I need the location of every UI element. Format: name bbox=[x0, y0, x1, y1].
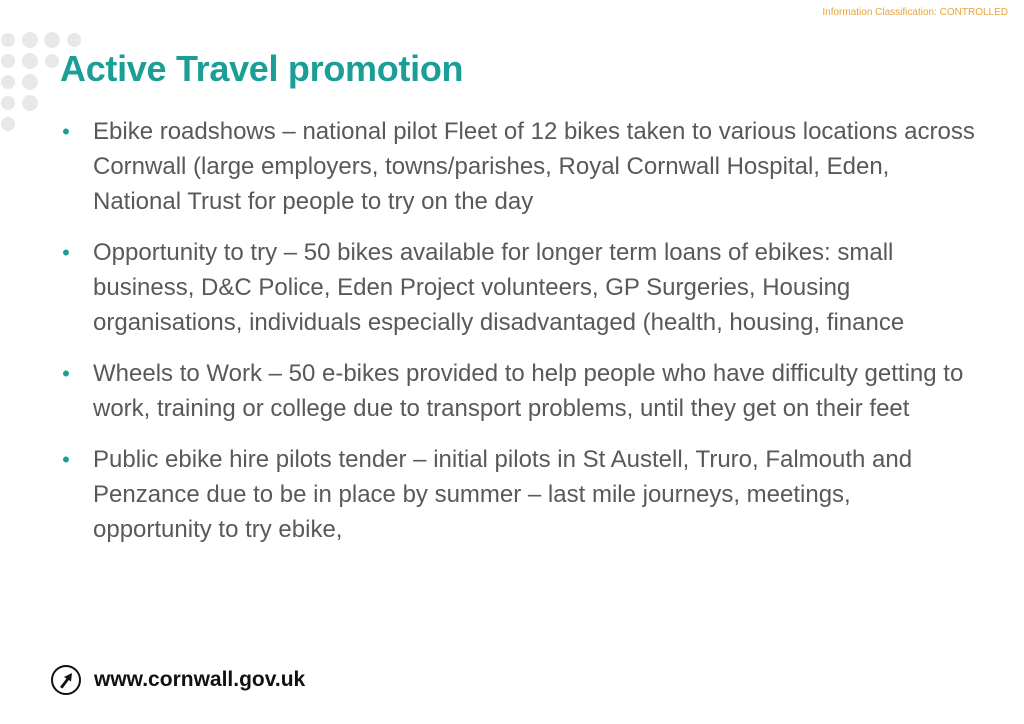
website-link[interactable]: www.cornwall.gov.uk bbox=[94, 668, 306, 691]
slide-title: Active Travel promotion bbox=[60, 48, 464, 89]
bullet-item bbox=[56, 114, 976, 219]
bullet-dot-icon: • bbox=[62, 240, 70, 265]
classification-label: Information Classification: CONTROLLED bbox=[822, 7, 1008, 18]
bullet-dot-icon: • bbox=[62, 361, 70, 386]
bullet-text: Opportunity to try – 50 bikes available for longer term loans of ebikes: small business, D&C Police, Eden Project volunteers, GP Surgeries, Housing organisations, individuals especially disadvantaged (health, housing, finance bbox=[93, 239, 905, 336]
bullet-item bbox=[56, 356, 976, 426]
cornwall-council-logo-icon bbox=[50, 664, 82, 696]
bullet-list bbox=[56, 114, 976, 563]
bullet-text: Wheels to Work – 50 e-bikes provided to help people who have difficulty getting to work, training or college due to transport problems, until they get on their feet bbox=[93, 360, 964, 422]
bullet-item bbox=[56, 442, 976, 547]
bullet-dot-icon: • bbox=[62, 119, 70, 144]
bullet-text: Public ebike hire pilots tender – initial pilots in St Austell, Truro, Falmouth and Penzance due to be in place by summer – last mile journeys, meetings, opportunity to try ebike, bbox=[93, 446, 913, 543]
bullet-dot-icon: • bbox=[62, 447, 70, 472]
bullet-text: Ebike roadshows – national pilot Fleet of 12 bikes taken to various locations across Cornwall (large employers, towns/parishes, Royal Cornwall Hospital, Eden, National Trust for people to try on the day bbox=[93, 118, 975, 215]
footer bbox=[50, 664, 305, 696]
bullet-item bbox=[56, 235, 976, 340]
